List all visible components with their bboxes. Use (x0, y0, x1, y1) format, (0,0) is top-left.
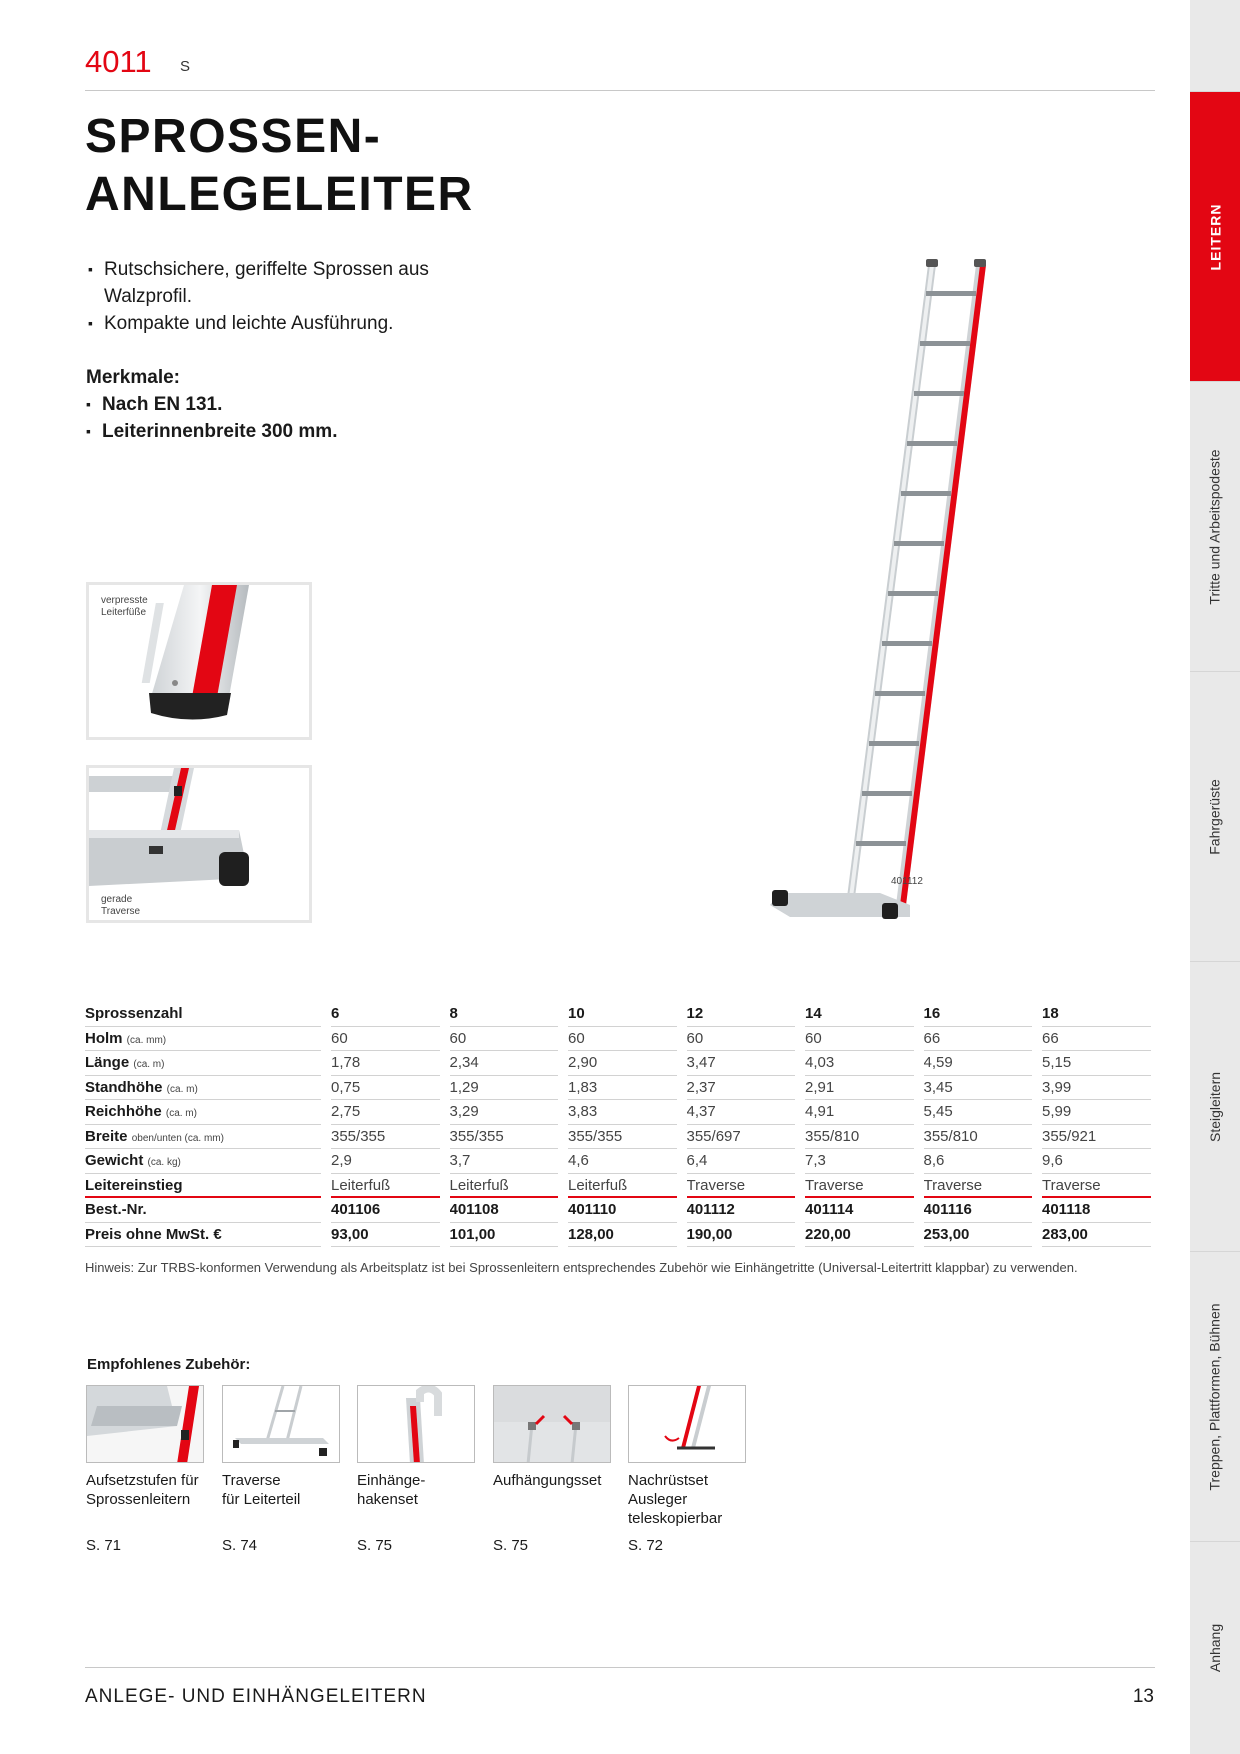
row-label: Leitereinstieg (85, 1174, 321, 1199)
table-header-cell: 6 (331, 1002, 440, 1027)
product-type: S (180, 58, 191, 75)
accessory-thumbnail[interactable] (357, 1385, 475, 1463)
section-title: ANLEGE- UND EINHÄNGELEITERN (85, 1686, 427, 1707)
table-cell: 66 (1042, 1027, 1151, 1052)
table-cell: 355/810 (924, 1125, 1033, 1150)
accessory-thumbnail[interactable] (493, 1385, 611, 1463)
table-row (85, 1100, 1155, 1125)
chapter-sidebar (1190, 0, 1240, 1754)
table-cell: 3,45 (924, 1076, 1033, 1101)
detail-caption: gerade Traverse (101, 894, 141, 917)
table-cell: 60 (687, 1027, 796, 1052)
top-divider (85, 90, 1155, 91)
accessory-page: S. 71 (86, 1537, 122, 1554)
table-cell: 355/697 (687, 1125, 796, 1150)
table-cell: 355/355 (568, 1125, 677, 1150)
price-label: Preis ohne MwSt. € (85, 1223, 321, 1248)
traverse-accessory-icon (223, 1386, 340, 1463)
spec-table (85, 1002, 1155, 1247)
usage-note: Hinweis: Zur TRBS-konformen Verwendung als Arbeitsplatz ist bei Sprossenleitern entsprechendes Zubehör wie Einhängetritte (Universal-Leitertritt klappbar) zu verwenden. (85, 1260, 1078, 1275)
table-cell: 355/355 (450, 1125, 559, 1150)
row-label: Standhöhe (ca. m) (85, 1076, 321, 1101)
bottom-divider (85, 1667, 1155, 1668)
features-list (86, 364, 337, 445)
table-row (85, 1174, 1155, 1199)
table-row (85, 1076, 1155, 1101)
tab-treppen[interactable]: Treppen, Plattformen, Bühnen (1190, 1252, 1240, 1542)
table-cell: 2,9 (331, 1149, 440, 1174)
table-cell: 3,29 (450, 1100, 559, 1125)
table-cell: 3,99 (1042, 1076, 1151, 1101)
price-value: 253,00 (924, 1223, 1033, 1248)
tab-anhang[interactable]: Anhang (1207, 1623, 1223, 1673)
table-cell: Traverse (805, 1174, 914, 1199)
hook-icon (358, 1386, 475, 1463)
table-cell: 5,15 (1042, 1051, 1151, 1076)
bullet-list (88, 256, 429, 337)
table-cell: 1,29 (450, 1076, 559, 1101)
table-cell: 355/355 (331, 1125, 440, 1150)
bullet-text: Rutschsichere, geriffelte Sprossen aus (104, 259, 429, 280)
table-cell: 8,6 (924, 1149, 1033, 1174)
title-line-1: SPROSSEN- (85, 110, 382, 163)
row-label: Gewicht (ca. kg) (85, 1149, 321, 1174)
table-cell: 9,6 (1042, 1149, 1151, 1174)
accessory-thumbnail[interactable] (86, 1385, 204, 1463)
table-header-cell: 12 (687, 1002, 796, 1027)
features-heading: Merkmale: (86, 367, 180, 388)
table-cell: 60 (450, 1027, 559, 1052)
table-cell: 1,83 (568, 1076, 677, 1101)
accessory-page: S. 75 (357, 1537, 393, 1554)
table-cell: 2,37 (687, 1076, 796, 1101)
table-cell: 66 (924, 1027, 1033, 1052)
suspension-set-icon (494, 1386, 611, 1463)
table-cell: 5,99 (1042, 1100, 1151, 1125)
title-line-2: ANLEGELEITER (85, 168, 474, 221)
tab-leitern[interactable]: LEITERN (1190, 92, 1240, 382)
table-cell: 6,4 (687, 1149, 796, 1174)
accessory-item[interactable]: Einhänge- hakenset S. 75 (357, 1385, 475, 1554)
tab-tritte[interactable]: Tritte und Arbeitspodeste (1190, 382, 1240, 672)
table-cell: 5,45 (924, 1100, 1033, 1125)
row-label: Breite oben/unten (ca. mm) (85, 1125, 321, 1150)
price-value: 283,00 (1042, 1223, 1151, 1248)
price-value: 128,00 (568, 1223, 677, 1248)
product-number: 4011 (85, 44, 152, 79)
bullet-icon: ▪ (86, 396, 91, 412)
order-number: 401112 (687, 1198, 796, 1223)
order-number: 401110 (568, 1198, 677, 1223)
detail-image-traverse (86, 765, 312, 923)
order-number: 401116 (924, 1198, 1033, 1223)
accessory-page: S. 75 (493, 1537, 529, 1554)
bullet-icon: ▪ (86, 423, 91, 439)
table-cell: 3,7 (450, 1149, 559, 1174)
table-cell: 60 (331, 1027, 440, 1052)
tab-fahrgerueste[interactable]: Fahrgerüste (1190, 672, 1240, 962)
table-header-cell: 16 (924, 1002, 1033, 1027)
table-header-cell: 14 (805, 1002, 914, 1027)
accessory-item[interactable]: Nachrüstset Ausleger teleskopierbar S. 72 (628, 1385, 746, 1554)
bullet-icon: ▪ (88, 315, 93, 331)
table-cell: 355/921 (1042, 1125, 1151, 1150)
order-number: 401118 (1042, 1198, 1151, 1223)
table-cell: Leiterfuß (568, 1174, 677, 1199)
table-header-cell: 10 (568, 1002, 677, 1027)
accessories-heading: Empfohlenes Zubehör: (87, 1356, 251, 1373)
table-row (85, 1027, 1155, 1052)
table-row (85, 1051, 1155, 1076)
order-number: 401114 (805, 1198, 914, 1223)
bullet-text: Kompakte und leichte Ausführung. (104, 313, 394, 334)
price-value: 101,00 (450, 1223, 559, 1248)
accessory-item[interactable]: Traverse für Leiterteil S. 74 (222, 1385, 340, 1554)
table-cell: 60 (805, 1027, 914, 1052)
step-attachment-icon (87, 1386, 204, 1463)
telescopic-outrigger-icon (629, 1386, 746, 1463)
table-cell: Leiterfuß (450, 1174, 559, 1199)
table-cell: 355/810 (805, 1125, 914, 1150)
table-header-row (85, 1002, 1155, 1027)
table-cell: 3,83 (568, 1100, 677, 1125)
table-cell: 4,91 (805, 1100, 914, 1125)
table-cell: 2,90 (568, 1051, 677, 1076)
detail-caption: verpresste Leiterfüße (101, 595, 148, 618)
table-cell: 60 (568, 1027, 677, 1052)
feature-text: Nach EN 131. (102, 394, 223, 415)
page-title (85, 108, 474, 224)
accessory-page: S. 74 (222, 1537, 258, 1554)
table-cell: 2,91 (805, 1076, 914, 1101)
table-cell: 4,6 (568, 1149, 677, 1174)
table-cell: 2,34 (450, 1051, 559, 1076)
table-row (85, 1125, 1155, 1150)
accessory-thumbnail[interactable] (628, 1385, 746, 1463)
table-row (85, 1149, 1155, 1174)
table-row-price (85, 1223, 1155, 1248)
table-row-order (85, 1198, 1155, 1223)
table-cell: 4,59 (924, 1051, 1033, 1076)
row-label: Länge (ca. m) (85, 1051, 321, 1076)
detail-image-feet (86, 582, 312, 740)
accessory-item[interactable]: Aufsetzstufen für Sprossenleitern S. 71 (86, 1385, 204, 1554)
table-header-label: Sprossenzahl (85, 1002, 321, 1027)
table-cell: 3,47 (687, 1051, 796, 1076)
price-value: 190,00 (687, 1223, 796, 1248)
table-cell: 4,37 (687, 1100, 796, 1125)
accessory-item[interactable]: Aufhängungsset S. 75 (493, 1385, 611, 1554)
table-cell: Traverse (1042, 1174, 1151, 1199)
table-cell: 0,75 (331, 1076, 440, 1101)
bullet-icon: ▪ (88, 261, 93, 277)
table-cell: Traverse (924, 1174, 1033, 1199)
accessory-page: S. 72 (628, 1537, 664, 1554)
bullet-text: Walzprofil. (104, 286, 192, 307)
table-cell: 1,78 (331, 1051, 440, 1076)
order-number: 401106 (331, 1198, 440, 1223)
article-label: 401112 (891, 876, 923, 887)
table-header-cell: 18 (1042, 1002, 1151, 1027)
table-cell: Traverse (687, 1174, 796, 1199)
price-value: 220,00 (805, 1223, 914, 1248)
feature-text: Leiterinnenbreite 300 mm. (102, 421, 338, 442)
table-cell: 2,75 (331, 1100, 440, 1125)
page-number: 13 (1132, 1686, 1154, 1707)
table-header-cell: 8 (450, 1002, 559, 1027)
row-label: Holm (ca. mm) (85, 1027, 321, 1052)
tab-steigleitern[interactable]: Steigleitern (1190, 962, 1240, 1252)
order-number: 401108 (450, 1198, 559, 1223)
price-value: 93,00 (331, 1223, 440, 1248)
table-cell: 7,3 (805, 1149, 914, 1174)
table-cell: Leiterfuß (331, 1174, 440, 1199)
sidebar-blank (1190, 0, 1240, 92)
accessory-thumbnail[interactable] (222, 1385, 340, 1463)
order-label: Best.-Nr. (85, 1198, 321, 1223)
ladder-product-image (760, 255, 1020, 935)
row-label: Reichhöhe (ca. m) (85, 1100, 321, 1125)
table-cell: 4,03 (805, 1051, 914, 1076)
